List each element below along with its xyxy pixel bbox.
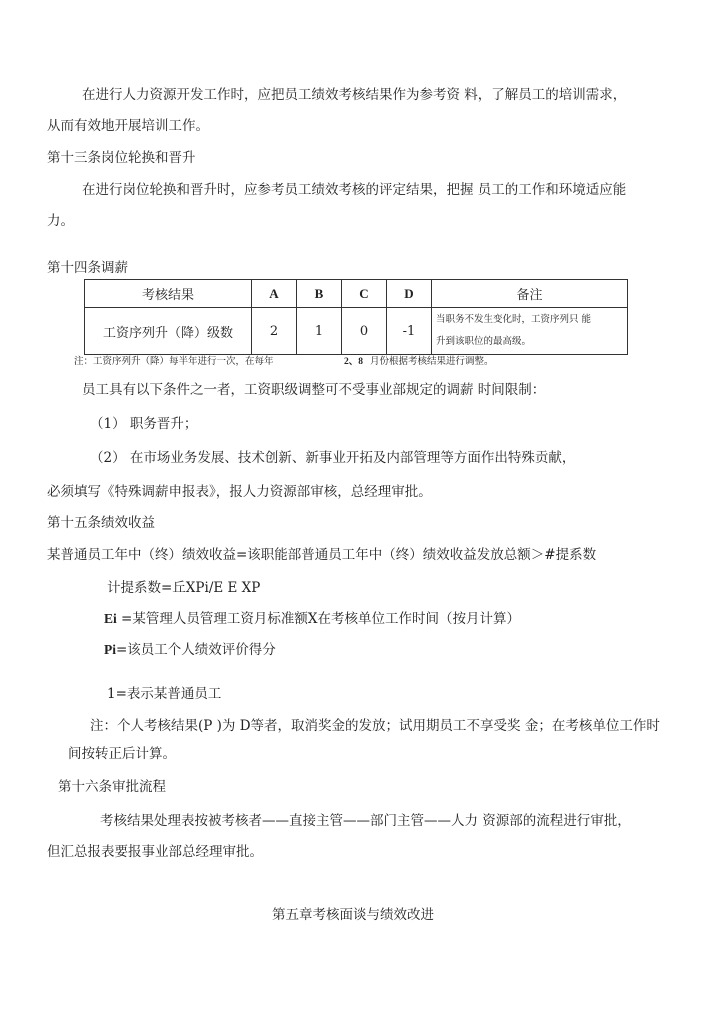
condition-item-2: （2） 在市场业务发展、技术创新、新事业开拓及内部管理等方面作出特殊贡献，	[90, 450, 576, 466]
formula-line: 某普通员工年中（终）绩效收益=该职能部普通员工年中（终）绩效收益发放总额＞#提系数	[47, 547, 597, 563]
table-header-row	[85, 280, 628, 308]
paragraph-line: 考核结果处理表按被考核者——直接主管——部门主管——人力 资源部的流程进行审批，	[100, 813, 631, 829]
paragraph-line: 在进行岗位轮换和晋升时，应参考员工绩效考核的评定结果，把握 员工的工作和环境适应能	[82, 182, 627, 198]
cell-grade-d: -1	[387, 308, 432, 355]
cell-remark	[432, 308, 628, 355]
table-footnote-part1: 注：工资序列升（降）每半年进行一次，在每年	[74, 356, 274, 367]
condition-item-1: （1） 职务晋升；	[90, 416, 198, 432]
article-13-heading: 第十三条岗位轮换和晋升	[47, 150, 196, 166]
paragraph-line: 但汇总报表要报事业部总经理审批。	[47, 844, 263, 860]
pi-symbol: Pi	[104, 642, 116, 657]
remark-line: 升到该职位的最高级。	[436, 336, 532, 347]
pi-text: =该员工个人绩效评价得分	[116, 642, 276, 658]
article-15-heading: 第十五条绩效收益	[47, 515, 155, 531]
header-grade-c: C	[342, 280, 387, 308]
cell-grade-a: 2	[252, 308, 297, 355]
paragraph-line: 在进行人力资源开发工作时，应把员工绩效考核结果作为参考资 料，了解员工的培训需求，	[82, 87, 627, 103]
formula-line: 1=表示某普通员工	[107, 686, 222, 702]
paragraph-line: 力。	[47, 213, 74, 229]
formula-pi-definition	[104, 640, 276, 660]
article-16-heading: 第十六条审批流程	[58, 779, 166, 795]
chapter-heading: 第五章考核面谈与绩效改进	[272, 907, 434, 923]
header-result: 考核结果	[85, 280, 252, 308]
salary-adjustment-table	[84, 279, 628, 355]
row-label: 工资序列升（降）级数	[85, 308, 252, 355]
cell-grade-c: 0	[342, 308, 387, 355]
paragraph-line: 员工具有以下条件之一者，工资职级调整可不受事业部规定的调薪 时间限制：	[82, 382, 546, 398]
table-footnote-months: 2、8	[344, 357, 364, 367]
paragraph-line: 必须填写《特殊调薪申报表》，报人力资源部审核，总经理审批。	[47, 484, 432, 500]
paragraph-line: 间按转正后计算。	[68, 746, 176, 762]
header-grade-d: D	[387, 280, 432, 308]
ei-symbol: Ei	[104, 611, 117, 626]
formula-line: 计提系数=丘XPi/E E XP	[107, 580, 261, 596]
table-footnote-part2: 月份根据考核结果进行调整。	[370, 356, 494, 367]
article-14-heading: 第十四条调薪	[47, 260, 128, 276]
remark-line: 当职务不发生变化时，工资序列只 能	[436, 314, 592, 325]
header-grade-a: A	[252, 280, 297, 308]
header-remark: 备注	[432, 280, 628, 308]
table-row	[85, 308, 628, 355]
cell-grade-b: 1	[297, 308, 342, 355]
paragraph-line: 注：个人考核结果(P )为 D等者，取消奖金的发放；试用期员工不享受奖 金；在考核单位工作时	[90, 718, 660, 734]
ei-text: =某管理人员管理工资月标准额X在考核单位工作时间（按月计算）	[116, 611, 520, 627]
header-grade-b: B	[297, 280, 342, 308]
formula-ei-definition	[104, 609, 520, 629]
paragraph-line: 从而有效地开展培训工作。	[47, 118, 209, 134]
